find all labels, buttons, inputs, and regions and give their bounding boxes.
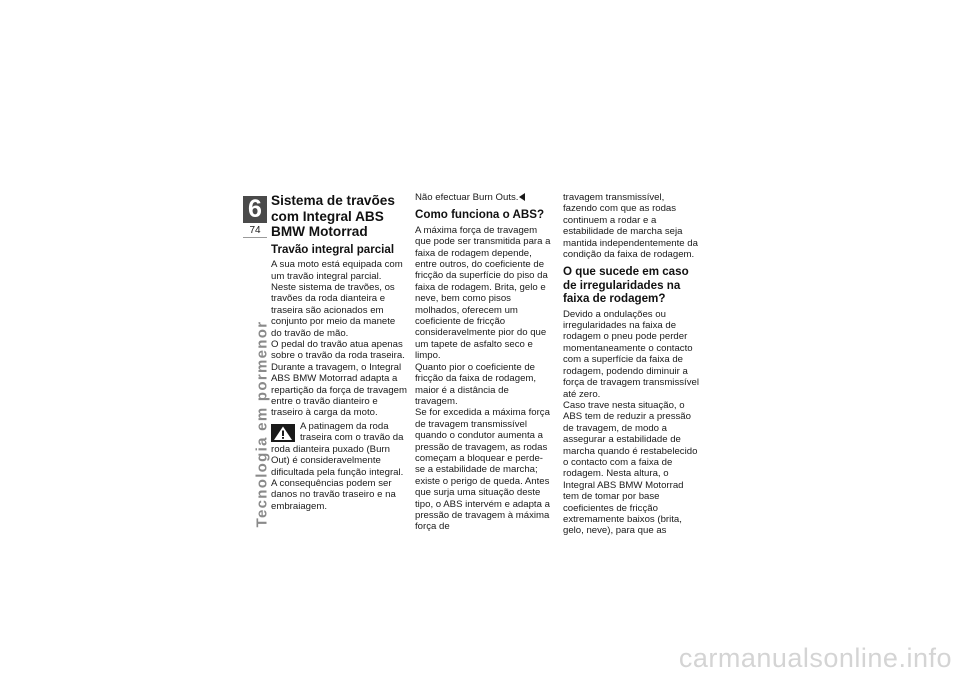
footer-watermark: carmanualsonline.info xyxy=(678,643,952,673)
warning-text: A patinagem da roda traseira com o travão da roda dianteira puxado (Burn Out) é consideravelmente dificultada pela função integral. xyxy=(271,420,404,478)
page-number: 74 xyxy=(249,225,261,236)
text-column-2 xyxy=(415,192,551,533)
warning-triangle-icon xyxy=(271,424,295,442)
paragraph: A sua moto está equipada com um travão integral parcial. Neste sistema de travões, os travões da roda dianteira e traseira são acionados em conjunto por meio da manete do travão de mão. xyxy=(271,259,403,339)
paragraph: Devido a ondulações ou irregularidades na faixa de rodagem o pneu pode perder momentaneamente o contacto com a superfície da faixa de rodagem, podendo diminuir a força de travagem transmissível até zero. xyxy=(563,308,699,400)
text-column-3 xyxy=(563,192,699,537)
chapter-number-tab: 6 xyxy=(243,196,267,223)
warning-block xyxy=(271,421,407,512)
subsection-heading: O que sucede em caso de irregularidades na faixa de rodagem? xyxy=(563,265,689,306)
section-heading: Sistema de travões com Integral ABS BMW Motorrad xyxy=(271,193,395,240)
paragraph: Quanto pior o coeficiente de fricção da faixa de rodagem, maior é a distância de travagem. xyxy=(415,361,537,407)
text-column-1 xyxy=(271,192,407,512)
paragraph: Se for excedida a máxima força de travagem transmissível quando o condutor aumenta a pressão de travagem, as rodas começam a bloquear e perde-se a estabilidade de marcha; existe o perigo de queda. Antes que surja uma situação deste tipo, o ABS intervém e adapta a pressão de travagem à máxima força de xyxy=(415,407,550,533)
subsection-heading: Travão integral parcial xyxy=(271,242,395,256)
end-mark-icon xyxy=(519,193,525,201)
warning-text: A consequências podem ser danos no travão traseiro e na embraiagem. xyxy=(271,477,396,512)
paragraph: O pedal do travão atua apenas sobre o travão da roda traseira. xyxy=(271,339,405,362)
chapter-side-title-text: Tecnologia em pormenor xyxy=(253,320,271,528)
paragraph: A máxima força de travagem que pode ser transmitida para a faixa de rodagem depende, entre outros, do coeficiente de fricção da superfície do piso da faixa de rodagem. Brita, gelo e neve, bem como pisos molhados, oferecem um coeficiente de fricção consideravelmente pior do que um tapete de asfalto seco e limpo. xyxy=(415,224,551,362)
subsection-heading: Como funciona o ABS? xyxy=(415,208,545,222)
warning-conclusion-text: Não efectuar Burn Outs. xyxy=(415,192,519,203)
paragraph: Caso trave nesta situação, o ABS tem de reduzir a pressão de travagem, de modo a assegurar a estabilidade de marcha quando é restabelecido o contacto com a faixa de rodagem. Nesta altura, o Integral ABS BMW Motorrad tem de tomar por base coeficientes de fricção extremamente baixos (brita, gelo, neve), para que as xyxy=(563,399,698,537)
warning-conclusion xyxy=(415,192,551,203)
paragraph: Durante a travagem, o Integral ABS BMW Motorrad adapta a repartição da força de travagem entre o travão dianteiro e traseiro à carga da moto. xyxy=(271,361,407,419)
tab-divider xyxy=(243,237,267,238)
paragraph: travagem transmissível, fazendo com que as rodas continuem a rodar e a estabilidade de marcha seja mantida independentemente da condição da faixa de rodagem. xyxy=(563,192,698,261)
